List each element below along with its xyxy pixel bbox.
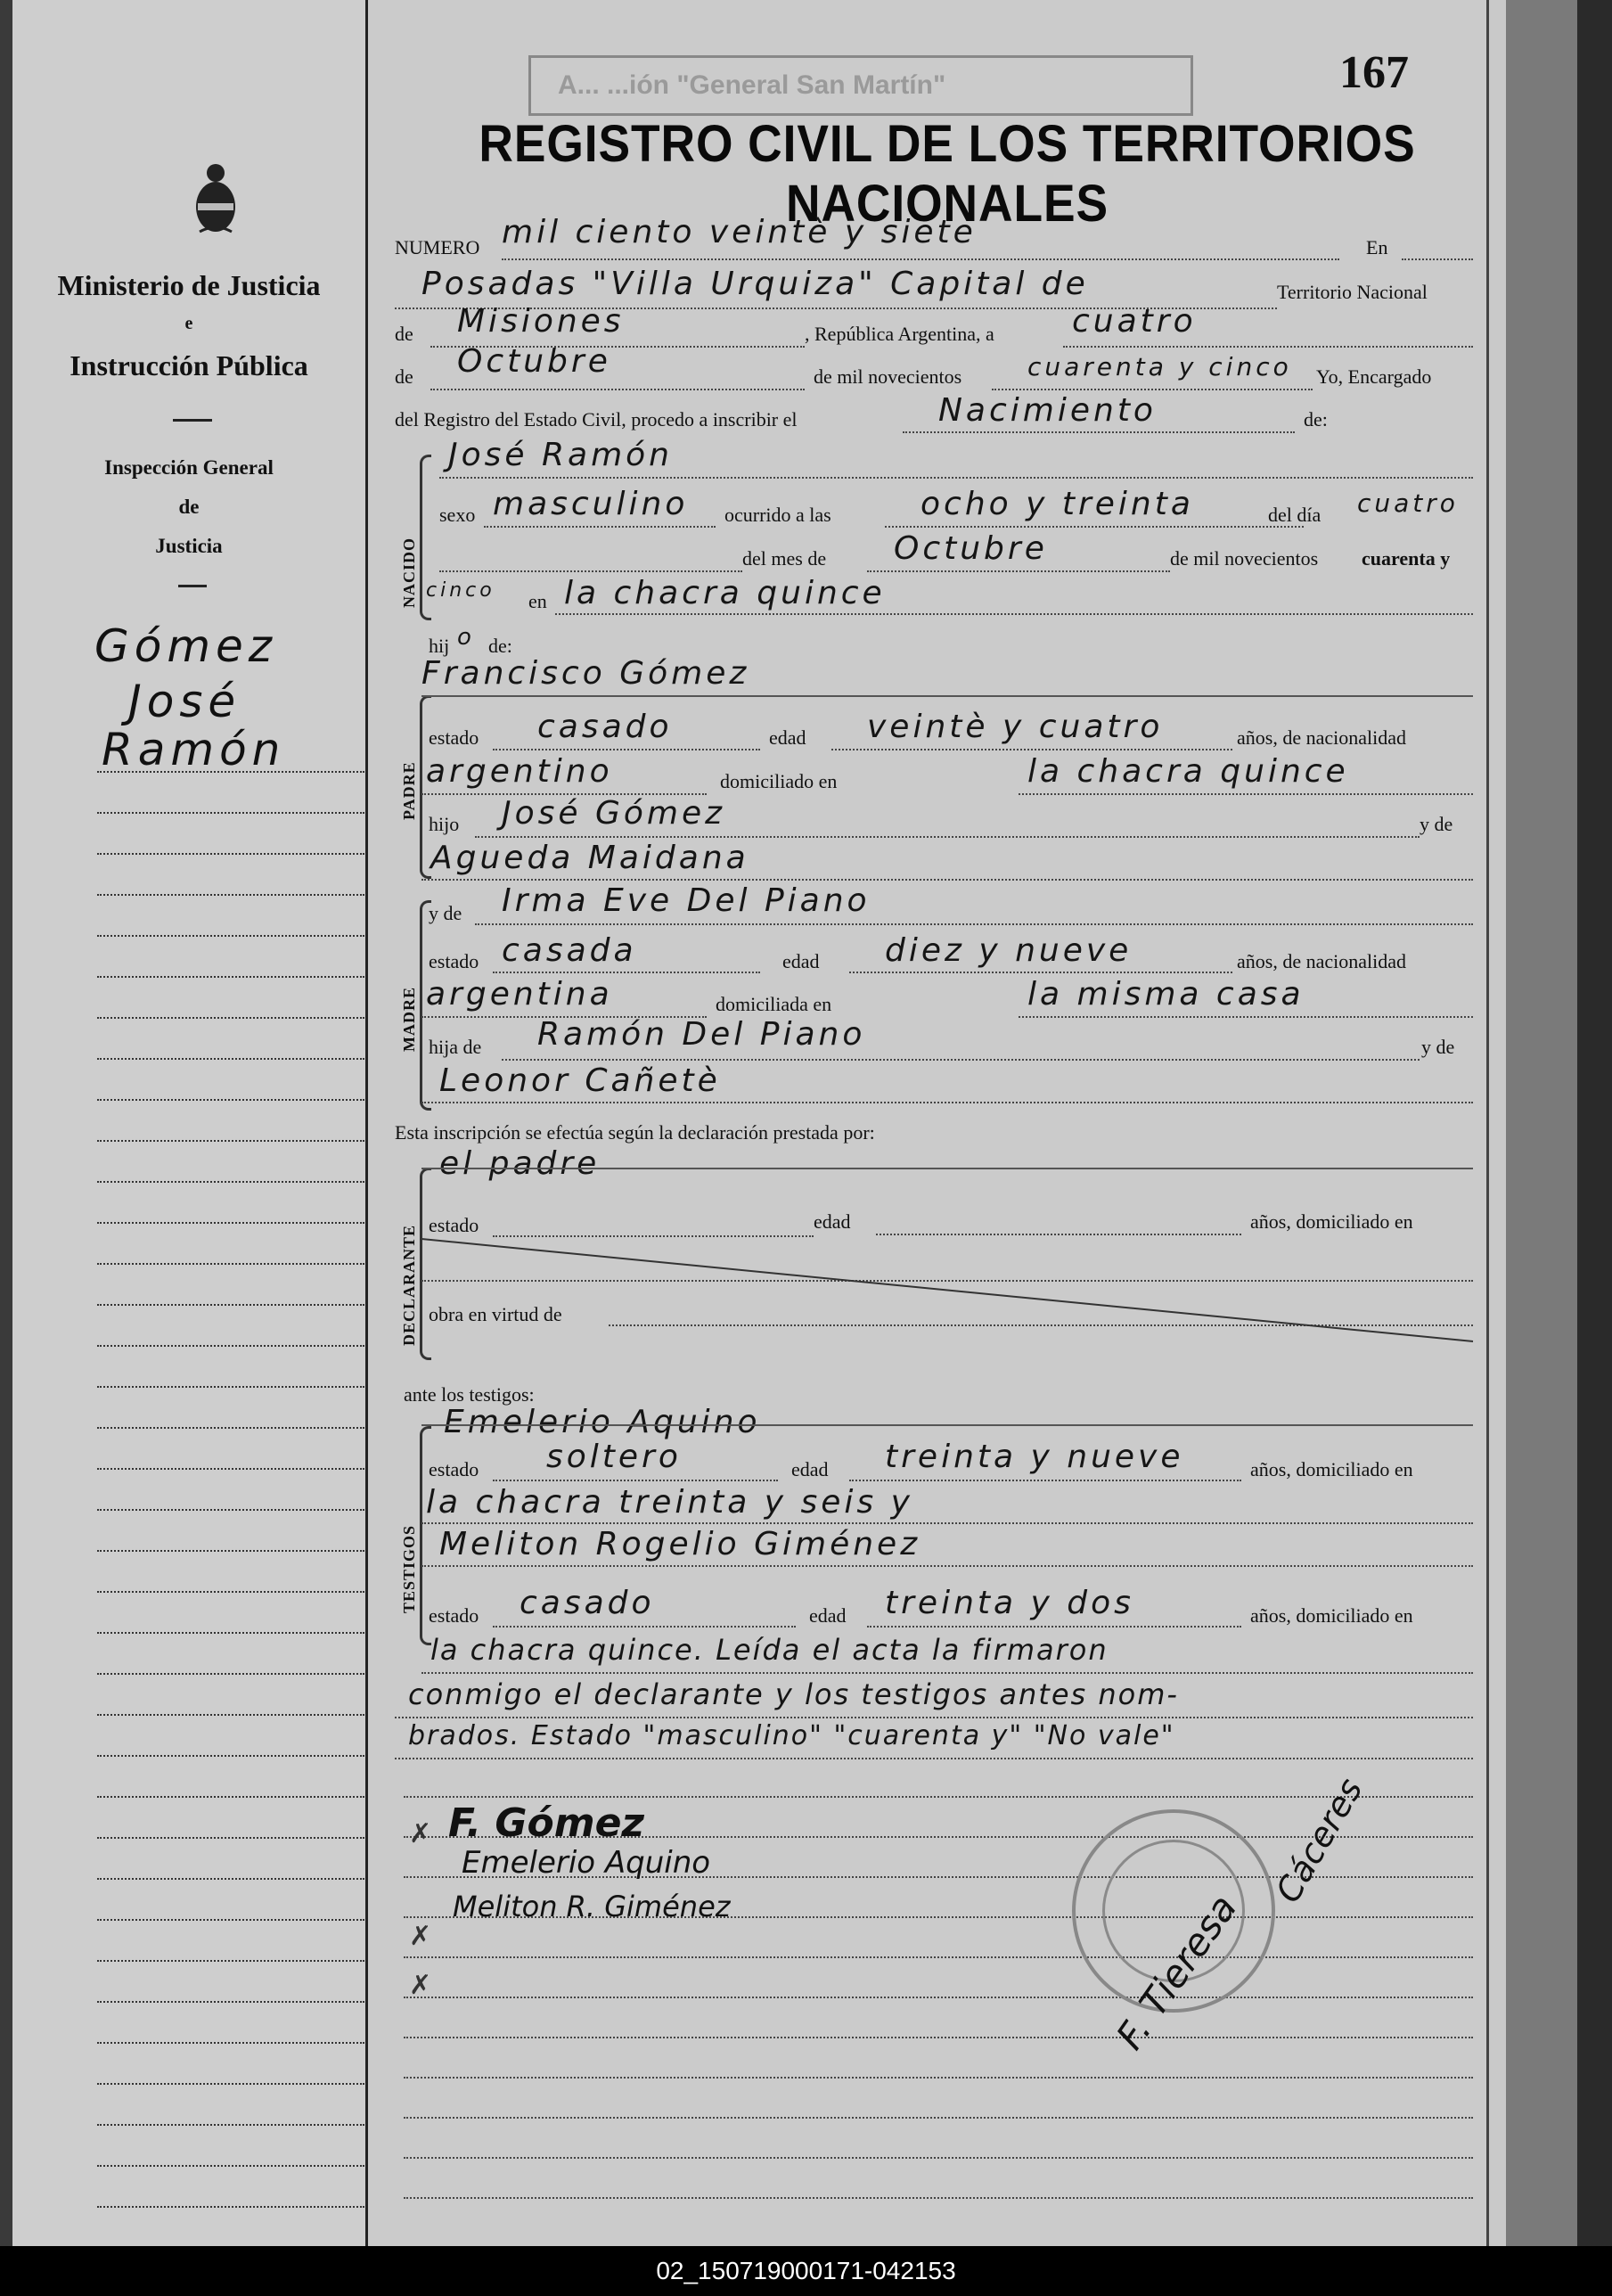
fill-line xyxy=(885,526,1304,528)
entry-madre-nacionalidad: argentina xyxy=(426,976,613,1013)
margin-ruled-line xyxy=(97,1263,364,1265)
label-de-mil: de mil novecientos xyxy=(814,365,962,388)
label-edad: edad xyxy=(769,726,806,749)
entry-lugar-nac: la chacra quince xyxy=(564,575,886,611)
binding-edge xyxy=(0,0,12,2246)
fill-line xyxy=(421,1102,1473,1103)
fill-line xyxy=(475,836,1420,838)
fill-line xyxy=(867,1626,1241,1628)
cross-mark: ✗ xyxy=(409,1970,432,2001)
margin-ruled-line xyxy=(97,1755,364,1757)
margin-ruled-line xyxy=(97,1304,364,1306)
margin-ruled-line xyxy=(97,771,364,773)
margin-name-surname: Gómez xyxy=(94,620,278,672)
signature-witness2: Meliton R. Giménez xyxy=(453,1890,731,1923)
fill-line xyxy=(502,1059,1420,1061)
margin-ruled-line xyxy=(97,1099,364,1101)
label-de-colon: de: xyxy=(1304,408,1328,430)
section-label-madre: MADRE xyxy=(400,987,418,1052)
entry-territorio: Misiones xyxy=(457,303,625,340)
margin-ruled-line xyxy=(97,2165,364,2167)
fill-line xyxy=(421,1424,1473,1426)
margin-ruled-line xyxy=(97,1345,364,1347)
entry-dia-nac: cuatro xyxy=(1357,488,1459,518)
entry-testigo2-estado: casado xyxy=(520,1585,655,1621)
signature-ruled-line xyxy=(404,1956,1473,1958)
margin-ruled-line xyxy=(97,853,364,855)
fill-line xyxy=(903,431,1295,433)
entry-hora: ocho y treinta xyxy=(921,486,1194,522)
signature-officer: F. Tieresa xyxy=(1108,1886,1246,2058)
entry-sexo: masculino xyxy=(493,486,689,522)
entry-cierre-2: brados. Estado "masculino" "cuarenta y" "No vale" xyxy=(408,1720,1175,1751)
label-y-de-madre: y de xyxy=(429,902,462,924)
margin-ruled-line xyxy=(97,1673,364,1675)
entry-acto: Nacimiento xyxy=(938,392,1157,429)
cross-mark: ✗ xyxy=(409,1921,432,1952)
entry-abuela-paterna: Agueda Maidana xyxy=(430,840,749,876)
entry-testigo2-domicilio: la chacra quince. Leída el acta la firmaron xyxy=(430,1633,1109,1667)
label-edad-declarante: edad xyxy=(814,1210,851,1233)
section-label-declarante: DECLARANTE xyxy=(400,1224,418,1346)
page-number: 167 xyxy=(1339,47,1409,98)
entry-mes-nac: Octubre xyxy=(894,530,1048,567)
label-del-mes: del mes de xyxy=(742,547,827,570)
form-area xyxy=(368,0,1489,2246)
strike-through-line xyxy=(421,1185,1482,1346)
right-page-edge xyxy=(1506,0,1612,2246)
margin-ruled-line xyxy=(97,812,364,814)
fill-line xyxy=(831,749,1232,750)
entry-madre-estado: casada xyxy=(502,932,637,969)
margin-ruled-line xyxy=(97,1919,364,1921)
entry-testigo2: Meliton Rogelio Giménez xyxy=(439,1526,921,1562)
fill-line xyxy=(421,879,1473,881)
page-title: REGISTRO CIVIL DE LOS TERRITORIOS NACIONALES xyxy=(479,115,1416,233)
coat-of-arms-icon xyxy=(191,160,241,235)
label-estado-madre: estado xyxy=(429,950,479,972)
signature-ruled-line xyxy=(404,1997,1473,1998)
fill-line xyxy=(421,1168,1473,1169)
margin-ruled-line xyxy=(97,2206,364,2208)
entry-padre-estado: casado xyxy=(537,709,673,745)
fill-line xyxy=(395,1717,1473,1718)
ministry-line1: Ministerio de Justicia xyxy=(57,269,321,301)
label-anos-domiciliado-declarante: años, domiciliado en xyxy=(1250,1210,1413,1233)
margin-ruled-line xyxy=(97,1960,364,1962)
label-edad-testigo2: edad xyxy=(809,1604,847,1627)
margin-ruled-line xyxy=(97,1017,364,1019)
margin-ruled-line xyxy=(97,1386,364,1388)
fill-line xyxy=(395,1758,1473,1759)
label-estado-declarante: estado xyxy=(429,1214,479,1236)
entry-testigo1-estado: soltero xyxy=(546,1439,682,1475)
margin-name-second: Ramón xyxy=(102,724,286,775)
label-ocurrido: ocurrido a las xyxy=(724,504,831,526)
file-id-bar: 02_150719000171-042153 xyxy=(0,2246,1612,2296)
margin-ruled-line xyxy=(97,935,364,937)
fill-line xyxy=(439,570,742,572)
signature-officer-surname: Cáceres xyxy=(1268,1771,1371,1909)
entry-numero: mil ciento veintè y siete xyxy=(502,214,977,250)
label-de: de xyxy=(395,323,413,345)
divider xyxy=(173,419,212,422)
entry-hijo-suffix: o xyxy=(457,624,475,651)
label-hijo-padre: hijo xyxy=(429,813,460,835)
fill-line xyxy=(555,613,1473,615)
label-anos-domiciliado-testigo1: años, domiciliado en xyxy=(1250,1458,1413,1480)
label-en: En xyxy=(1366,236,1388,258)
entry-padre-nacionalidad: argentino xyxy=(426,753,613,790)
margin-ruled-line xyxy=(97,1427,364,1429)
fill-line xyxy=(421,695,1473,697)
label-y-de-madre2: y de xyxy=(1421,1036,1455,1058)
label-estado-testigo2: estado xyxy=(429,1604,479,1627)
margin-ruled-line xyxy=(97,2083,364,2085)
label-de2: de xyxy=(395,365,413,388)
label-hijo-de: de: xyxy=(488,635,512,657)
fill-line xyxy=(484,526,716,528)
entry-nombre: José Ramón xyxy=(448,437,673,473)
entry-padre-domicilio: la chacra quince xyxy=(1027,753,1349,790)
margin-ruled-line xyxy=(97,1509,364,1511)
section-label-testigos: TESTIGOS xyxy=(400,1524,418,1613)
signature-ruled-line xyxy=(404,2157,1473,2159)
margin-ruled-line xyxy=(97,1468,364,1470)
fill-line xyxy=(421,1522,1473,1524)
fill-line xyxy=(421,1672,1473,1674)
margin-ruled-line xyxy=(97,894,364,896)
label-republica: , República Argentina, a xyxy=(805,323,994,345)
label-del-registro: del Registro del Estado Civil, procedo a inscribir el xyxy=(395,408,798,430)
label-edad-madre: edad xyxy=(782,950,820,972)
label-estado: estado xyxy=(429,726,479,749)
label-anos-domiciliado-testigo2: años, domiciliado en xyxy=(1250,1604,1413,1627)
signature-ruled-line xyxy=(404,1796,1473,1798)
fill-line xyxy=(475,923,1473,925)
label-hijo: hij xyxy=(429,635,450,657)
inspection-line2: de xyxy=(178,496,200,518)
label-numero: NUMERO xyxy=(395,236,480,258)
margin-ruled-line xyxy=(97,1058,364,1060)
entry-lugar-prefix: cinco xyxy=(426,579,495,602)
signature-ruled-line xyxy=(404,2197,1473,2199)
label-y-de: y de xyxy=(1420,813,1453,835)
fill-line xyxy=(992,389,1313,390)
entry-madre-edad: diez y nueve xyxy=(885,932,1133,969)
label-anos-nacionalidad: años, de nacionalidad xyxy=(1237,726,1406,749)
signature-ruled-line xyxy=(404,2117,1473,2119)
fill-line xyxy=(1063,346,1473,348)
entry-madre-nombre: Irma Eve Del Piano xyxy=(502,882,871,919)
label-hija-de: hija de xyxy=(429,1036,482,1058)
margin-ruled-line xyxy=(97,2042,364,2044)
signature-father: F. Gómez xyxy=(448,1800,645,1846)
library-stamp: A... ...ión "General San Martín" xyxy=(528,55,1193,116)
section-label-padre: PADRE xyxy=(400,761,418,820)
label-territorio: Territorio Nacional xyxy=(1277,281,1428,303)
margin-ruled-line xyxy=(97,1632,364,1634)
entry-testigo2-edad: treinta y dos xyxy=(885,1585,1134,1621)
entry-anio-nac: cuarenta y xyxy=(1362,547,1451,570)
label-domiciliada: domiciliada en xyxy=(716,993,832,1015)
margin-name-first: José xyxy=(128,676,241,727)
entry-testigo1-edad: treinta y nueve xyxy=(885,1439,1184,1475)
ministry-line2: e xyxy=(184,314,193,333)
entry-testigo1-domicilio: la chacra treinta y seis y xyxy=(426,1484,913,1521)
label-domiciliado: domiciliado en xyxy=(720,770,838,792)
section-label-nacido: NACIDO xyxy=(400,537,418,608)
fill-line xyxy=(502,258,1339,260)
label-del-dia: del día xyxy=(1268,504,1322,526)
fill-line xyxy=(493,1626,796,1628)
margin-ruled-line xyxy=(97,2124,364,2126)
entry-abuelo-paterno: José Gómez xyxy=(502,795,726,832)
label-en-lugar: en xyxy=(528,590,547,612)
entry-dia: cuatro xyxy=(1072,303,1197,340)
margin-ruled-line xyxy=(97,976,364,978)
left-margin-column xyxy=(12,0,368,2246)
margin-ruled-line xyxy=(97,1796,364,1798)
entry-declarante: el padre xyxy=(439,1145,601,1182)
entry-anio: cuarenta y cinco xyxy=(1027,352,1292,381)
entry-lugar: Posadas "Villa Urquiza" Capital de xyxy=(421,266,1089,302)
label-anos-nacionalidad-madre: años, de nacionalidad xyxy=(1237,950,1406,972)
fill-line xyxy=(493,972,760,973)
entry-padre-nombre: Francisco Gómez xyxy=(421,655,750,692)
entry-mes: Octubre xyxy=(457,343,611,380)
inspection-line1: Inspección General xyxy=(104,456,274,479)
label-estado-testigo1: estado xyxy=(429,1458,479,1480)
margin-ruled-line xyxy=(97,2001,364,2003)
margin-ruled-line xyxy=(97,1550,364,1552)
fill-line xyxy=(1402,258,1473,260)
entry-abuelo-materno: Ramón Del Piano xyxy=(537,1016,866,1053)
label-edad-testigo1: edad xyxy=(791,1458,829,1480)
entry-cierre-1: conmigo el declarante y los testigos antes nom- xyxy=(408,1677,1179,1711)
fill-line xyxy=(430,389,805,390)
cross-mark: ✗ xyxy=(409,1818,432,1849)
signature-ruled-line xyxy=(404,2037,1473,2038)
label-de-mil-nac: de mil novecientos xyxy=(1170,547,1319,570)
label-yo-encargado: Yo, Encargado xyxy=(1316,365,1432,388)
fill-line xyxy=(421,1565,1473,1567)
divider xyxy=(178,585,207,587)
entry-madre-domicilio: la misma casa xyxy=(1027,976,1305,1013)
inspection-line3: Justicia xyxy=(155,535,223,557)
signature-ruled-line xyxy=(404,2077,1473,2079)
label-sexo: sexo xyxy=(439,504,476,526)
label-ante-testigos: ante los testigos: xyxy=(404,1383,535,1406)
entry-testigo1: Emelerio Aquino xyxy=(444,1404,761,1440)
margin-ruled-line xyxy=(97,1878,364,1880)
fill-line xyxy=(1019,1016,1473,1018)
fill-line xyxy=(439,477,1473,479)
entry-abuela-materna: Leonor Cañetè xyxy=(439,1062,721,1099)
fill-line xyxy=(493,749,760,750)
margin-ruled-line xyxy=(97,1181,364,1183)
label-inscripcion: Esta inscripción se efectúa según la declaración prestada por: xyxy=(395,1121,875,1144)
margin-ruled-line xyxy=(97,1837,364,1839)
label-obra-en-virtud: obra en virtud de xyxy=(429,1303,562,1325)
ministry-line3: Instrucción Pública xyxy=(70,349,308,381)
margin-ruled-line xyxy=(97,1222,364,1224)
fill-line xyxy=(849,972,1232,973)
margin-ruled-line xyxy=(97,1591,364,1593)
fill-line xyxy=(1019,793,1473,795)
entry-padre-edad: veintè y cuatro xyxy=(867,709,1164,745)
margin-ruled-line xyxy=(97,1714,364,1716)
fill-line xyxy=(493,1480,778,1481)
fill-line xyxy=(867,570,1170,572)
signature-witness1: Emelerio Aquino xyxy=(462,1845,711,1881)
margin-ruled-line xyxy=(97,1140,364,1142)
fill-line xyxy=(849,1480,1241,1481)
